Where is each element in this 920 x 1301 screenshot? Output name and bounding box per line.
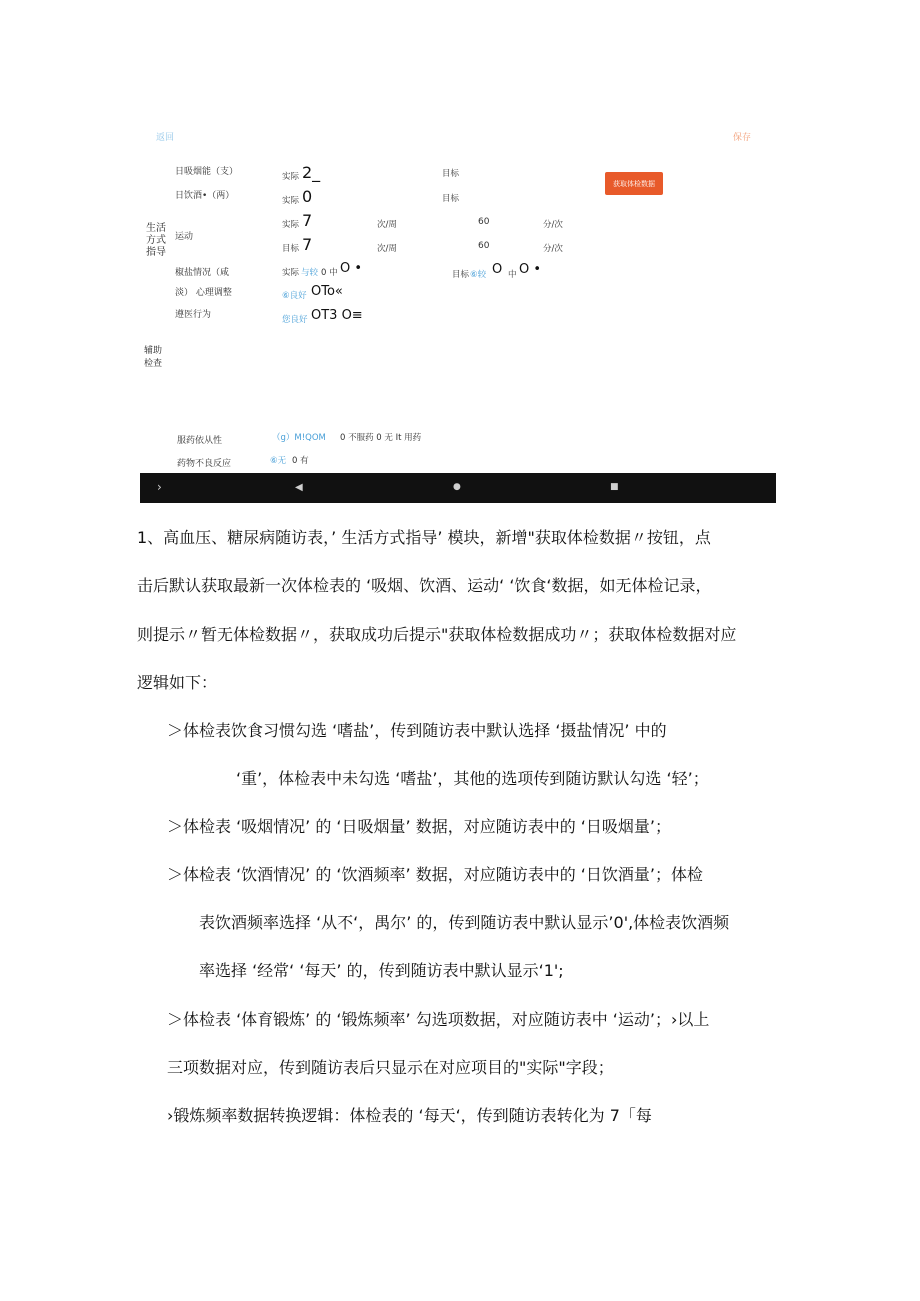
mental-label: 淡） 心理调整 bbox=[175, 288, 232, 298]
salt-target-option-mid[interactable]: 中 bbox=[508, 270, 517, 280]
section-aux-line: 辅助 bbox=[144, 346, 163, 356]
salt-target-radio[interactable]: O bbox=[492, 262, 503, 277]
smoke-actual-label: 实际 bbox=[282, 172, 300, 182]
paragraph-line: ＞体检表 ‘饮酒情况’ 的 ‘饮酒频率’ 数据，对应随访表中的 ‘日饮酒量’；体检 bbox=[167, 865, 703, 884]
smoke-label: 日吸烟能（支） bbox=[175, 167, 239, 177]
section-lifestyle-line: 指导 bbox=[146, 247, 166, 258]
section-lifestyle bbox=[146, 223, 166, 259]
salt-actual-prefix: 实际 bbox=[282, 268, 300, 278]
paragraph-line: 击后默认获取最新一次体检表的 ‘吸烟、饮酒、运动‘ ‘饮食‘数据，如无体检记录， bbox=[137, 576, 712, 595]
exercise-target-times[interactable]: 7 bbox=[302, 235, 313, 254]
drink-target-label: 目标 bbox=[442, 194, 460, 204]
nav-recent-icon[interactable]: ■ bbox=[610, 482, 619, 492]
paragraph-line: ＞体检表饮食习惯勾选 ‘嗜盐’，传到随访表中默认选择 ‘摄盐情况’ 中的 bbox=[167, 721, 667, 740]
compliance-option-good[interactable]: 您良好 bbox=[282, 315, 308, 325]
nav-back-icon[interactable]: ◀ bbox=[295, 482, 303, 493]
mental-option-good[interactable]: ⑥良好 bbox=[282, 291, 307, 301]
paragraph-line: 逻辑如下： bbox=[137, 673, 218, 692]
salt-target-prefix: 目标 bbox=[452, 270, 470, 280]
paragraph-line: 三项数据对应，传到随访表后只显示在对应项目的"实际"字段； bbox=[167, 1058, 614, 1077]
smoke-target-label: 目标 bbox=[442, 169, 460, 179]
smoke-actual-input[interactable]: 2_ bbox=[302, 163, 321, 182]
salt-target-options[interactable]: ⑥较 bbox=[470, 270, 487, 280]
compliance-label: 遵医行为 bbox=[175, 310, 212, 320]
paragraph-line: 率选择 ‘经常‘ ‘每天’ 的，传到随访表中默认显示‘1'; bbox=[199, 961, 564, 980]
medication-compliance-options[interactable]: （g）M!QOM bbox=[272, 433, 326, 443]
paragraph-line: ＞体检表 ‘体育锻炼’ 的 ‘锻炼频率’ 勾选项数据，对应随访表中 ‘运动’；›以上 bbox=[167, 1010, 710, 1029]
paragraph-line: ‘重’，体检表中未勾选 ‘嗜盐’，其他的选项传到随访默认勾选 ‘轻’； bbox=[236, 769, 709, 788]
mental-options[interactable]: OTo« bbox=[311, 284, 343, 299]
salt-actual-options[interactable]: 与较 bbox=[301, 268, 319, 278]
android-nav-bar bbox=[140, 473, 776, 503]
exercise-minutes-unit: 分/次 bbox=[543, 220, 563, 230]
exercise-times-unit: 次/周 bbox=[377, 220, 397, 230]
salt-target-radio[interactable]: O • bbox=[519, 262, 542, 277]
section-aux-exam bbox=[144, 345, 162, 371]
paragraph-line: 则提示〃暂无体检数据〃，获取成功后提示"获取体检数据成功〃；获取体检数据对应 bbox=[137, 625, 737, 644]
paragraph-line: ›锻炼频率数据转换逻辑：体检表的 ‘每天‘，传到随访表转化为 7「每 bbox=[167, 1106, 652, 1125]
exercise-actual-minutes[interactable]: 60 bbox=[478, 217, 490, 227]
back-link[interactable]: 返回 bbox=[156, 133, 175, 143]
salt-actual-option-mid[interactable]: 0 中 bbox=[321, 268, 338, 278]
adverse-reaction-label: 药物不良反应 bbox=[177, 459, 232, 469]
drink-actual-label: 实际 bbox=[282, 196, 300, 206]
paragraph-line: 表饮酒频率选择 ‘从不‘，禺尔’ 的，传到随访表中默认显示’0',体检表饮酒频 bbox=[199, 913, 730, 932]
exercise-minutes-unit: 分/次 bbox=[543, 244, 563, 254]
section-aux-line: 检查 bbox=[144, 359, 163, 369]
medication-compliance-label: 服药依从性 bbox=[177, 436, 223, 446]
drink-label: 日饮酒•（两） bbox=[175, 191, 235, 201]
paragraph-line: 1、高血压、糖尿病随访表，’ 生活方式指导’ 模块，新增"获取体检数据〃按钮，点 bbox=[137, 528, 711, 547]
compliance-options[interactable]: OT3 O≡ bbox=[311, 308, 363, 323]
nav-home-icon[interactable]: ● bbox=[453, 482, 461, 492]
adverse-reaction-yes[interactable]: 0 有 bbox=[292, 456, 309, 466]
adverse-reaction-none[interactable]: ⑥无 bbox=[270, 456, 287, 466]
exercise-actual-times[interactable]: 7 bbox=[302, 211, 313, 230]
medication-compliance-other-options[interactable]: 0 不服药 0 无 It 用药 bbox=[340, 433, 422, 443]
save-link[interactable]: 保存 bbox=[733, 133, 752, 143]
salt-actual-option-radio[interactable]: O • bbox=[340, 261, 363, 276]
salt-label: 椒盐情况（咸 bbox=[175, 268, 230, 278]
drink-actual-input[interactable]: 0 bbox=[302, 187, 313, 206]
section-lifestyle-line: 方式 bbox=[146, 235, 166, 246]
paragraph-line: ＞体检表 ‘吸烟情况’ 的 ‘日吸烟量’ 数据，对应随访表中的 ‘日吸烟量’； bbox=[167, 817, 671, 836]
exercise-label: 运动 bbox=[175, 232, 194, 242]
fetch-exam-data-button[interactable]: 获取体检数据 bbox=[605, 172, 663, 195]
exercise-actual-label: 实际 bbox=[282, 220, 300, 230]
chevron-right-icon[interactable]: › bbox=[157, 480, 162, 494]
exercise-target-minutes[interactable]: 60 bbox=[478, 241, 490, 251]
section-lifestyle-line: 生活 bbox=[146, 223, 166, 234]
exercise-times-unit: 次/周 bbox=[377, 244, 397, 254]
exercise-target-label: 目标 bbox=[282, 244, 300, 254]
